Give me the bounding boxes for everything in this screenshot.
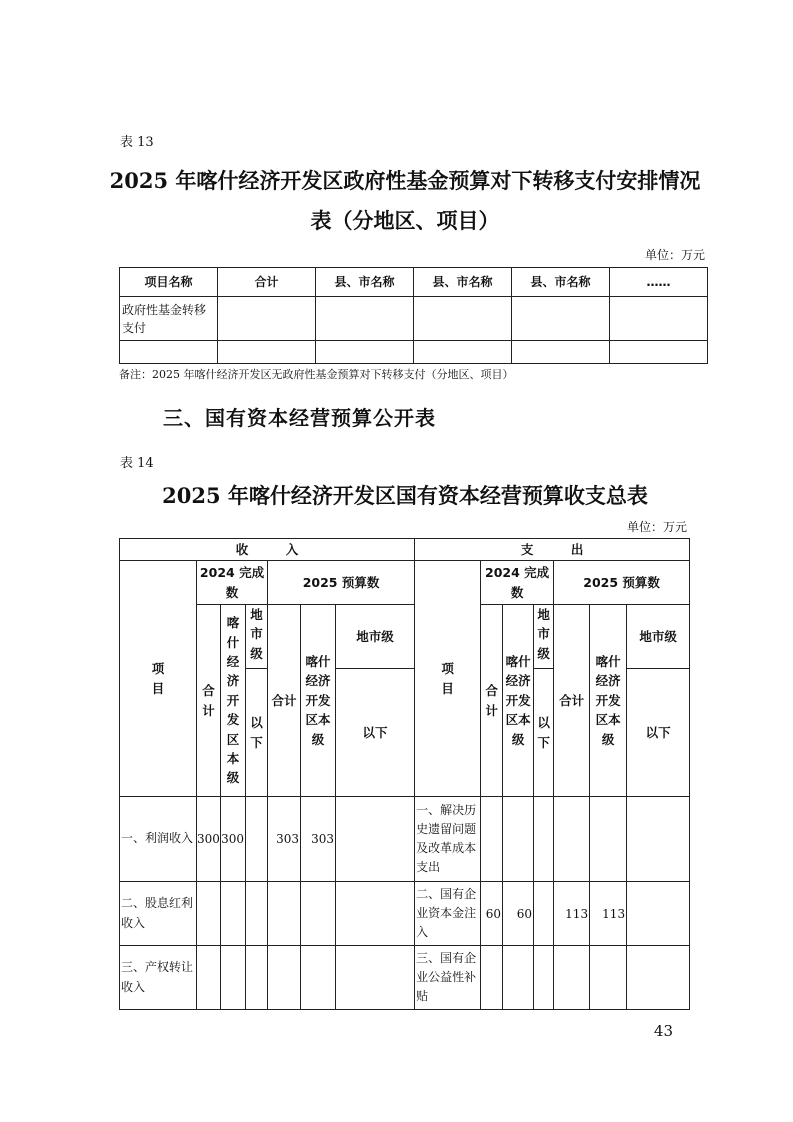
table-cell	[197, 882, 221, 946]
table-cell	[512, 341, 610, 364]
table-cell	[221, 882, 246, 946]
table14-expense-name: 二、国有企业资本金注入	[415, 882, 481, 946]
table14-expense-2024-kashi: 喀什经济开发区本级	[503, 605, 534, 797]
table14-income-name: 二、股息红利收入	[120, 882, 197, 946]
table14-unit: 单位：万元	[626, 520, 687, 534]
table14-income-2025-city: 地市级	[336, 605, 415, 669]
table14-header-row-1	[120, 561, 690, 605]
table-cell	[590, 797, 627, 882]
table-cell	[414, 297, 512, 341]
table-cell	[197, 946, 221, 1010]
table-cell	[301, 946, 336, 1010]
table-cell	[336, 882, 415, 946]
table-cell	[316, 341, 414, 364]
table14	[119, 538, 690, 1010]
table13-header-county-1: 县、市名称	[316, 268, 414, 297]
table14-expense-2025-total: 合计	[554, 605, 590, 797]
table-cell	[534, 946, 554, 1010]
table-cell	[246, 882, 268, 946]
table13-header-county-2: 县、市名称	[414, 268, 512, 297]
table-cell	[481, 797, 503, 882]
table14-income-2025-below: 以下	[336, 669, 415, 797]
table14-income-header: 收 入	[120, 539, 415, 561]
table14-income-2024-header: 2024 完成数	[197, 561, 268, 605]
table14-expense-name: 一、解决历史遗留问题及改革成本支出	[415, 797, 481, 882]
table-cell	[336, 797, 415, 882]
table-cell	[268, 882, 301, 946]
table-row	[120, 341, 708, 364]
table-cell	[610, 341, 708, 364]
table14-income-2025-kashi: 喀什经济开发区本级	[301, 605, 336, 797]
table-cell	[512, 297, 610, 341]
table-cell	[246, 797, 268, 882]
table14-income-2024-total: 合计	[197, 605, 221, 797]
table14-income-name: 三、产权转让收入	[120, 946, 197, 1010]
table-row	[120, 797, 690, 882]
table14-income-2025-header: 2025 预算数	[268, 561, 415, 605]
table-cell	[336, 946, 415, 1010]
table-cell	[481, 946, 503, 1010]
table14-label: 表 14	[120, 456, 154, 471]
table13-unit: 单位：万元	[644, 248, 705, 262]
table-cell: 303	[301, 797, 336, 882]
table14-expense-2024-header: 2024 完成数	[481, 561, 554, 605]
table14-expense-item-header: 项目	[415, 561, 481, 797]
table13-title-line1: 2025 年喀什经济开发区政府性基金预算对下转移支付安排情况	[109, 168, 701, 193]
table14-income-2025-total: 合计	[268, 605, 301, 797]
section-title: 三、国有资本经营预算公开表	[163, 406, 436, 430]
table-cell: 60	[503, 882, 534, 946]
table-cell	[218, 341, 316, 364]
table13-label: 表 13	[120, 135, 154, 150]
table-cell	[554, 797, 590, 882]
table-cell: 300	[221, 797, 246, 882]
table14-title: 2025 年喀什经济开发区国有资本经营预算收支总表	[162, 483, 648, 508]
table14-expense-2025-city: 地市级	[627, 605, 690, 669]
table14-income-item-header: 项目	[120, 561, 197, 797]
table-cell: 60	[481, 882, 503, 946]
table-row	[120, 882, 690, 946]
table14-expense-2025-below: 以下	[627, 669, 690, 797]
table-cell	[221, 946, 246, 1010]
table13-note: 备注：2025 年喀什经济开发区无政府性基金预算对下转移支付（分地区、项目）	[119, 368, 514, 381]
table-cell	[316, 297, 414, 341]
table-cell	[534, 882, 554, 946]
table-cell: 300	[197, 797, 221, 882]
table14-expense-name: 三、国有企业公益性补贴	[415, 946, 481, 1010]
table-cell	[554, 946, 590, 1010]
table13-header-total: 合计	[218, 268, 316, 297]
table-cell	[534, 797, 554, 882]
table14-header-row-2	[120, 605, 690, 669]
table-cell	[301, 882, 336, 946]
table14-group-header-row	[120, 539, 690, 561]
table-cell	[218, 297, 316, 341]
table-cell: 303	[268, 797, 301, 882]
table-cell	[246, 946, 268, 1010]
table-cell	[503, 797, 534, 882]
table14-expense-2024-below: 以下	[534, 669, 554, 797]
table-cell	[627, 797, 690, 882]
table-row	[120, 946, 690, 1010]
table-cell	[268, 946, 301, 1010]
table-cell	[610, 297, 708, 341]
table-cell	[120, 341, 218, 364]
table13-title-line2: 表（分地区、项目）	[310, 208, 500, 233]
table-cell	[627, 882, 690, 946]
table-cell	[503, 946, 534, 1010]
table-cell	[414, 341, 512, 364]
table-cell: 113	[590, 882, 627, 946]
table13-row-name: 政府性基金转移支付	[120, 297, 218, 341]
table-cell	[627, 946, 690, 1010]
table-row	[120, 297, 708, 341]
table-cell: 113	[554, 882, 590, 946]
table14-income-2024-below: 以下	[246, 669, 268, 797]
table13-header-county-3: 县、市名称	[512, 268, 610, 297]
table14-expense-2025-header: 2025 预算数	[554, 561, 690, 605]
page-number: 43	[653, 1022, 673, 1040]
table13-header-row	[120, 268, 708, 297]
table14-expense-header: 支 出	[415, 539, 690, 561]
table-cell	[590, 946, 627, 1010]
table14-income-2024-kashi: 喀什经济开发区本级	[221, 605, 246, 797]
table14-income-name: 一、利润收入	[120, 797, 197, 882]
table14-income-2024-city: 地市级	[246, 605, 268, 669]
table14-expense-2025-kashi: 喀什经济开发区本级	[590, 605, 627, 797]
table13	[119, 267, 708, 364]
table14-expense-2024-city: 地市级	[534, 605, 554, 669]
table13-header-item-name: 项目名称	[120, 268, 218, 297]
table14-expense-2024-total: 合计	[481, 605, 503, 797]
table13-header-ellipsis: ……	[610, 268, 708, 297]
